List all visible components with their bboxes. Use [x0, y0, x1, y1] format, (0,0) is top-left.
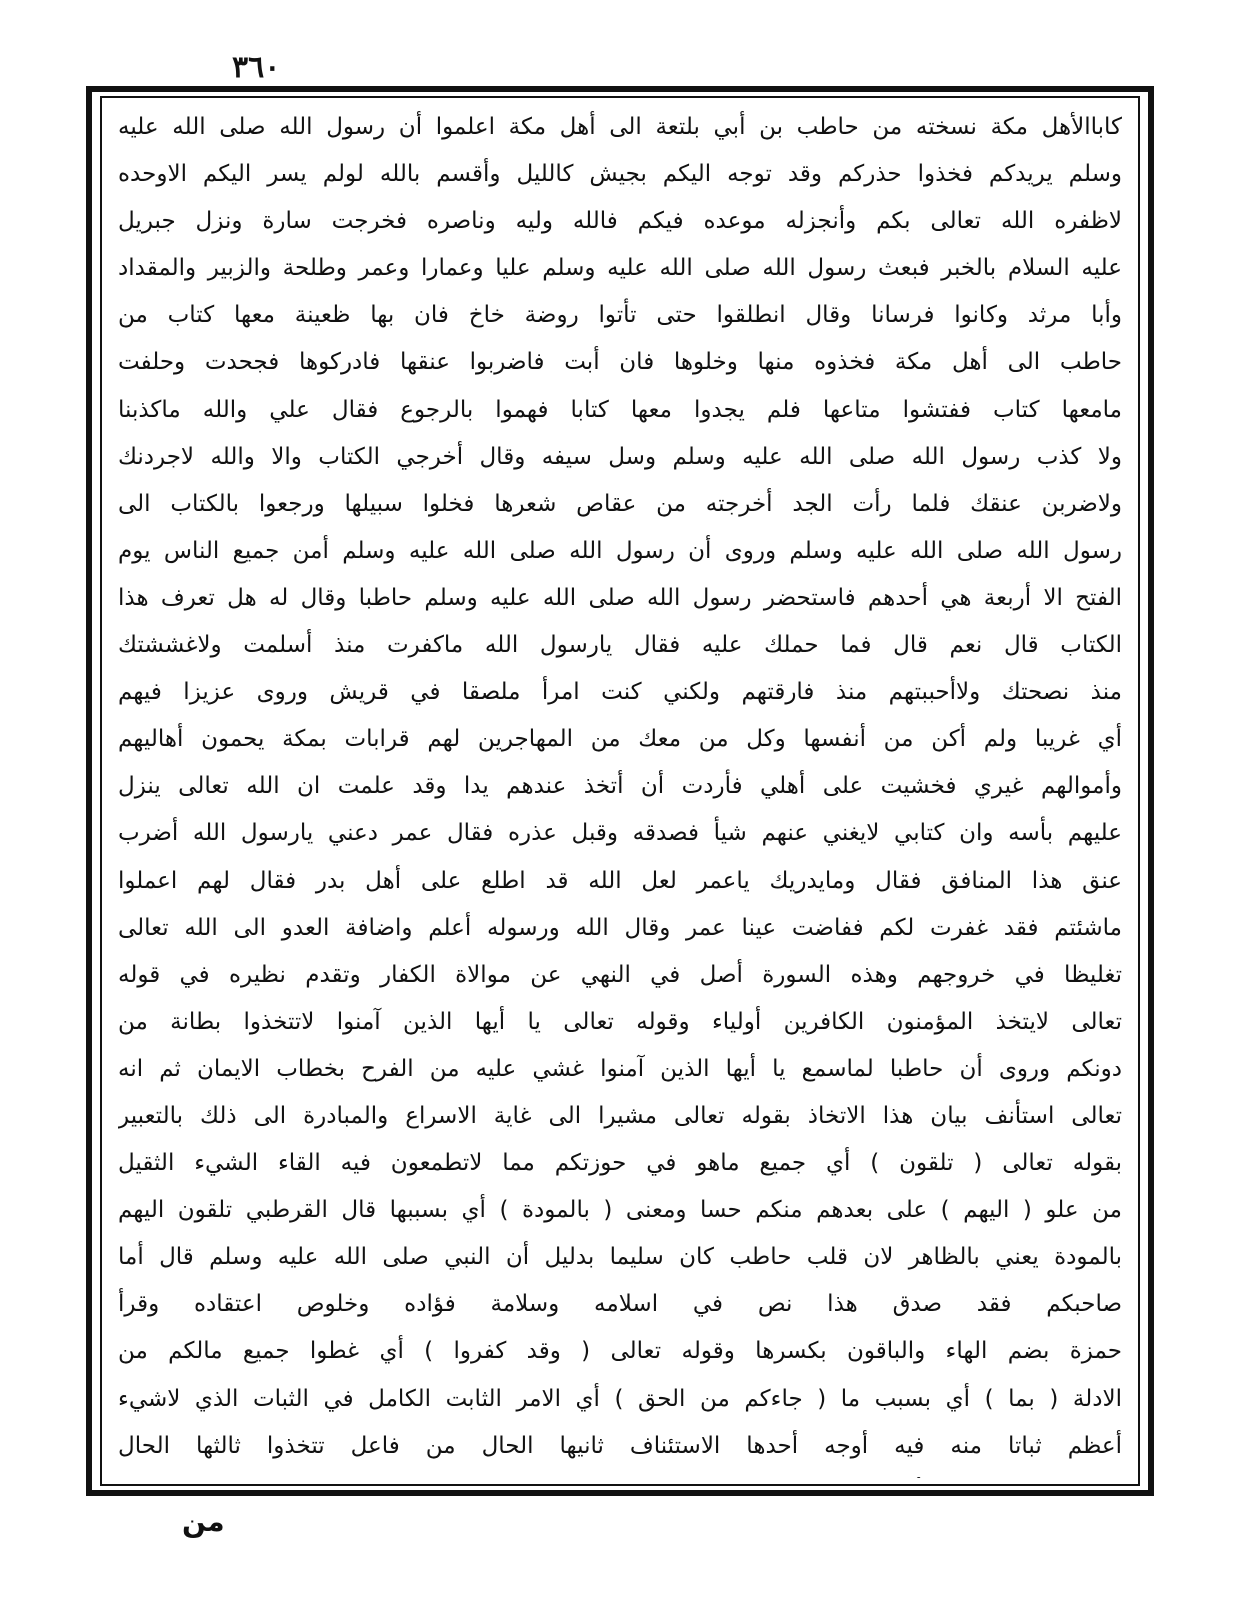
text-line [118, 1470, 1122, 1478]
text-line: الادلة ( بما ) أي بسبب ما ( جاءكم من الحق ) أي الامر الثابت الكامل في الثبات الذي لاشيء [118, 1385, 1122, 1412]
text-line: لاظفره الله تعالى بكم وأنجزله موعده فيكم فالله وليه وناصره فخرجت سارة ونزل جبريل [118, 208, 1122, 235]
text-line: تعالى استأنف بيان هذا الاتخاذ بقوله تعالى مشيرا الى غاية الاسراع والمبادرة الى ذلك بالتعبير [118, 1102, 1122, 1129]
text-line: ولاضربن عنقك فلما رأت الجد أخرجته من عقاص شعرها فخلوا سبيلها ورجعوا بالكتاب الى [118, 490, 1122, 517]
text-line: عليه السلام بالخبر فبعث رسول الله صلى الله عليه وسلم عليا وعمارا وعمر وطلحة والزبير والمقداد [118, 255, 1122, 282]
text-line: عليهم بأسه وان كتابي لايغني عنهم شيأ فصدقه وقبل عذره فقال عمر دعني يارسول الله أضرب [118, 820, 1122, 847]
text-line: وأموالهم غيري فخشيت على أهلي فأردت أن أتخذ عندهم يدا وقد علمت ان الله تعالى ينزل [118, 773, 1122, 800]
text-line: بالمودة يعني بالظاهر لان قلب حاطب كان سليما بدليل أن النبي صلى الله عليه وسلم قال أما [118, 1244, 1122, 1271]
text-line: أعظم ثباتا منه فيه أوجه أحدها الاستئناف ثانيها الحال من فاعل تتخذوا ثالثها الحال [118, 1432, 1122, 1459]
text-line: كاباالأهل مكة نسخته من حاطب بن أبي بلتعة الى أهل مكة اعلموا أن رسول الله صلى الله عليه [118, 114, 1122, 140]
text-line: ولا كذب رسول الله صلى الله عليه وسلم وسل سيفه وقال أخرجي الكتاب والا والله لاجردنك [118, 443, 1122, 470]
text-line: ماشئتم فقد غفرت لكم ففاضت عينا عمر وقال الله ورسوله أعلم واضافة العدو الى الله تعالى [118, 914, 1122, 941]
text-line: رسول الله صلى الله عليه وسلم وروى أن رسول الله صلى الله عليه وسلم أمن جميع الناس يوم [118, 537, 1122, 564]
text-line: تعالى لايتخذ المؤمنون الكافرين أولياء وقوله تعالى يا أيها الذين آمنوا لاتتخذوا بطانة من [118, 1008, 1122, 1035]
text-line: أي غريبا ولم أكن من أنفسها وكل من معك من المهاجرين لهم قرابات بمكة يحمون أهاليهم [118, 726, 1122, 753]
text-line: وسلم يريدكم فخذوا حذركم وقد توجه اليكم بجيش كالليل وأقسم بالله لولم يسر اليكم الاوحده [118, 161, 1122, 188]
text-line: وأبا مرثد وكانوا فرسانا وقال انطلقوا حتى تأتوا روضة خاخ فان بها ظعينة معها كتاب من [118, 302, 1122, 329]
text-line: حمزة بضم الهاء والباقون بكسرها وقوله تعالى ( وقد كفروا ) أي غطوا جميع مالكم من [118, 1338, 1122, 1365]
text-line: مامعها كتاب ففتشوا متاعها فلم يجدوا معها كتابا فهموا بالرجوع فقال علي والله ماكذبنا [118, 396, 1122, 423]
text-line: تغليظا في خروجهم وهذه السورة أصل في النهي عن موالاة الكفار وتقدم نظيره في قوله [118, 961, 1122, 988]
text-line: حاطب الى أهل مكة فخذوه منها وخلوها فان أبت فاضربوا عنقها فادركوها فجحدت وحلفت [118, 349, 1122, 376]
text-line: بقوله تعالى ( تلقون ) أي جميع ماهو في حوزتكم مما لاتطمعون فيه القاء الشيء الثقيل [118, 1150, 1122, 1177]
text-line: الكتاب قال نعم قال فما حملك عليه فقال يارسول الله ماكفرت منذ أسلمت ولاغششتك [118, 632, 1122, 659]
text-line: من علو ( اليهم ) على بعدهم منكم حسا ومعنى ( بالمودة ) أي بسببها قال القرطبي تلقون اليهم [118, 1197, 1122, 1224]
catchword: من [182, 1505, 225, 1538]
text-line: دونكم وروى أن حاطبا لماسمع يا أيها الذين آمنوا غشي عليه من الفرح بخطاب الايمان ثم انه [118, 1055, 1122, 1082]
text-line: الفتح الا أربعة هي أحدهم فاستحضر رسول الله صلى الله عليه وسلم حاطبا وقال له هل تعرف هذا [118, 584, 1122, 611]
text-line: منذ نصحتك ولاأحببتهم منذ فارقتهم ولكني كنت امرأ ملصقا في قريش وروى عزيزا فيهم [118, 679, 1122, 706]
text-line: صاحبكم فقد صدق هذا نص في اسلامه وسلامة فؤاده وخلوص اعتقاده وقرأ [118, 1291, 1122, 1318]
main-text [118, 104, 1122, 1478]
page-number: ٣٦٠ [232, 50, 281, 85]
text-line: عنق هذا المنافق فقال ومايدريك ياعمر لعل الله قد اطلع على أهل بدر فقال لهم اعملوا [118, 867, 1122, 894]
